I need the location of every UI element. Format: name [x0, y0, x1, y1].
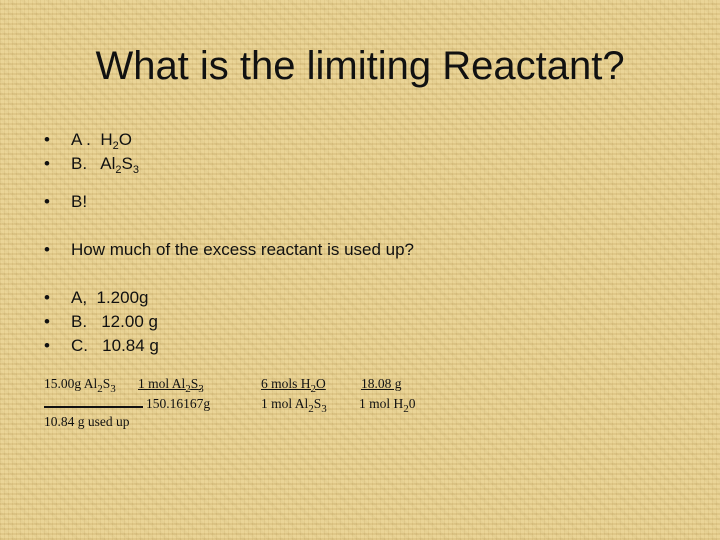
- calc-factor2-denominator: [261, 396, 327, 415]
- subscript: 2: [403, 403, 409, 415]
- calc-factor1-denominator: 150.16167g: [146, 396, 211, 411]
- question-item: [44, 238, 414, 262]
- calc-text: 1 mol Al: [261, 396, 309, 411]
- subscript: 2: [308, 403, 314, 415]
- formula-part: O: [118, 130, 132, 149]
- subscript: 2: [310, 383, 317, 395]
- question-text: How much of the excess reactant is used up?: [71, 240, 415, 259]
- mass-option-text: B. 12.00 g: [71, 312, 158, 331]
- answer-text: B!: [71, 192, 88, 211]
- option-a: [44, 128, 139, 152]
- calc-text: 0: [408, 396, 416, 411]
- formula-part: S: [121, 154, 133, 173]
- calc-factor3-numerator: 18.08 g: [361, 376, 402, 391]
- mass-option-a: [44, 286, 159, 310]
- answer-item: [44, 190, 87, 214]
- formula-part: H: [100, 130, 113, 149]
- mass-option-b: [44, 310, 159, 334]
- calc-factor1-numerator: [138, 376, 204, 395]
- calc-factor3-denominator: [359, 396, 416, 415]
- bullet: •: [44, 154, 50, 173]
- question-list: [44, 238, 414, 262]
- calc-text: 1 mol H: [359, 396, 404, 411]
- calc-text: S: [313, 396, 322, 411]
- calc-text: 15.00g Al: [44, 376, 98, 391]
- slide-title: What is the limiting Reactant?: [95, 44, 625, 88]
- bullet: •: [44, 312, 50, 331]
- calc-factor2-numerator: [261, 376, 326, 395]
- bullet: •: [44, 240, 50, 259]
- excess-options: [44, 286, 159, 358]
- calc-text: 1 mol Al: [138, 376, 186, 391]
- fraction-line: [44, 406, 143, 408]
- bullet: •: [44, 192, 50, 211]
- mass-option-c: [44, 334, 159, 358]
- answer-list: [44, 190, 87, 214]
- subscript: 2: [112, 140, 119, 152]
- bullet: •: [44, 288, 50, 307]
- bullet: •: [44, 130, 50, 149]
- subscript: 3: [110, 383, 116, 395]
- mass-option-text: C. 10.84 g: [71, 336, 159, 355]
- calc-text: O: [316, 376, 326, 391]
- subscript: 3: [132, 164, 140, 176]
- limiting-reactant-options: [44, 128, 139, 176]
- subscript: 2: [97, 383, 103, 395]
- subscript: 3: [198, 383, 204, 395]
- calc-result: 10.84 g used up: [44, 414, 130, 429]
- subscript: 2: [115, 164, 122, 176]
- mass-option-text: A, 1.200g: [71, 288, 149, 307]
- bullet: •: [44, 336, 50, 355]
- calc-text: S: [102, 376, 111, 391]
- option-b: [44, 152, 139, 176]
- option-letter: B.: [71, 154, 88, 173]
- option-letter: A .: [71, 130, 91, 149]
- formula-part: Al: [100, 154, 116, 173]
- subscript: 3: [321, 403, 327, 415]
- calc-text: S: [190, 376, 199, 391]
- calc-starting-amount: [44, 376, 116, 395]
- calc-text: 6 mols H: [261, 376, 311, 391]
- subscript: 2: [185, 383, 191, 395]
